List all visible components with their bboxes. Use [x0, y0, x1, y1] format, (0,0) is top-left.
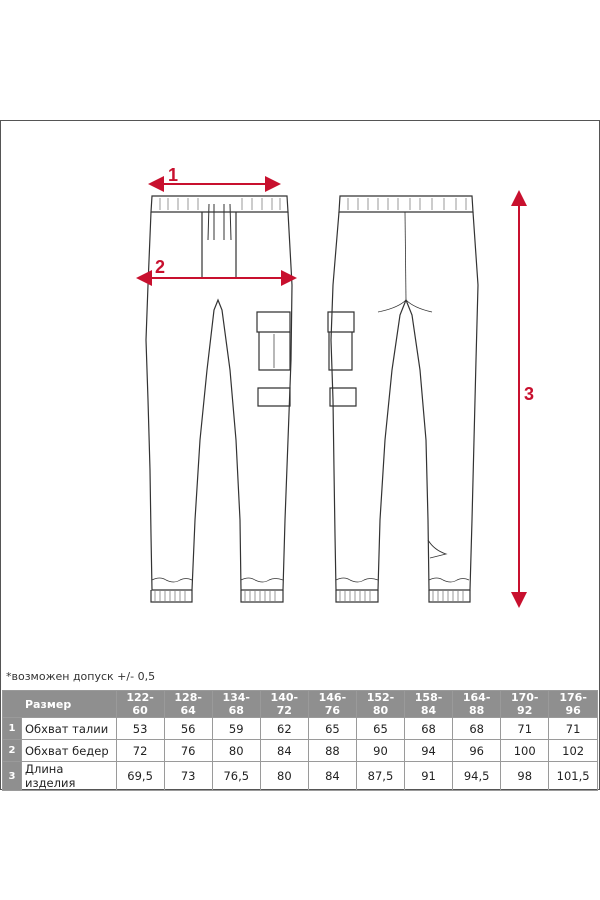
- cell: 96: [453, 740, 501, 762]
- size-col: 122-60: [116, 691, 164, 718]
- pants-technical-drawing: [0, 120, 600, 670]
- size-col: 146-76: [308, 691, 356, 718]
- cell: 71: [549, 718, 598, 740]
- cell: 72: [116, 740, 164, 762]
- size-col: 128-64: [164, 691, 212, 718]
- row-label: Длина изделия: [22, 762, 117, 791]
- cell: 91: [405, 762, 453, 791]
- measure-3-length: [519, 198, 534, 600]
- cell: 73: [164, 762, 212, 791]
- cell: 88: [308, 740, 356, 762]
- size-col: 164-88: [453, 691, 501, 718]
- size-col: 170-92: [501, 691, 549, 718]
- cell: 56: [164, 718, 212, 740]
- table-row: [3, 762, 598, 791]
- cell: 84: [260, 740, 308, 762]
- cell: 76: [164, 740, 212, 762]
- cell: 100: [501, 740, 549, 762]
- tolerance-note: *возможен допуск +/- 0,5: [6, 670, 156, 683]
- cell: 69,5: [116, 762, 164, 791]
- size-table-header: [3, 691, 598, 718]
- cell: 87,5: [356, 762, 404, 791]
- marker-3: 3: [524, 384, 535, 404]
- back-view: [328, 196, 478, 602]
- cell: 71: [501, 718, 549, 740]
- cell: 84: [308, 762, 356, 791]
- size-col: 158-84: [405, 691, 453, 718]
- measure-1-waist: [156, 165, 273, 185]
- measure-2-hips: [144, 257, 289, 278]
- cell: 68: [453, 718, 501, 740]
- cell: 80: [260, 762, 308, 791]
- table-row: [3, 718, 598, 740]
- table-row: [3, 740, 598, 762]
- cell: 90: [356, 740, 404, 762]
- cell: 53: [116, 718, 164, 740]
- cell: 94: [405, 740, 453, 762]
- cell: 65: [308, 718, 356, 740]
- row-number: 3: [3, 762, 22, 791]
- row-label: Обхват талии: [22, 718, 117, 740]
- cell: 98: [501, 762, 549, 791]
- cell: 80: [212, 740, 260, 762]
- size-header-label: Размер: [3, 691, 117, 718]
- size-table: [2, 690, 598, 791]
- size-col: 134-68: [212, 691, 260, 718]
- cell: 62: [260, 718, 308, 740]
- cell: 76,5: [212, 762, 260, 791]
- cell: 94,5: [453, 762, 501, 791]
- marker-2: 2: [155, 257, 166, 277]
- row-label: Обхват бедер: [22, 740, 117, 762]
- cell: 68: [405, 718, 453, 740]
- size-col: 176-96: [549, 691, 598, 718]
- row-number: 2: [3, 740, 22, 762]
- cell: 65: [356, 718, 404, 740]
- cell: 101,5: [549, 762, 598, 791]
- cell: 102: [549, 740, 598, 762]
- row-number: 1: [3, 718, 22, 740]
- front-view: [146, 196, 292, 602]
- size-col: 140-72: [260, 691, 308, 718]
- size-col: 152-80: [356, 691, 404, 718]
- marker-1: 1: [168, 165, 179, 185]
- cell: 59: [212, 718, 260, 740]
